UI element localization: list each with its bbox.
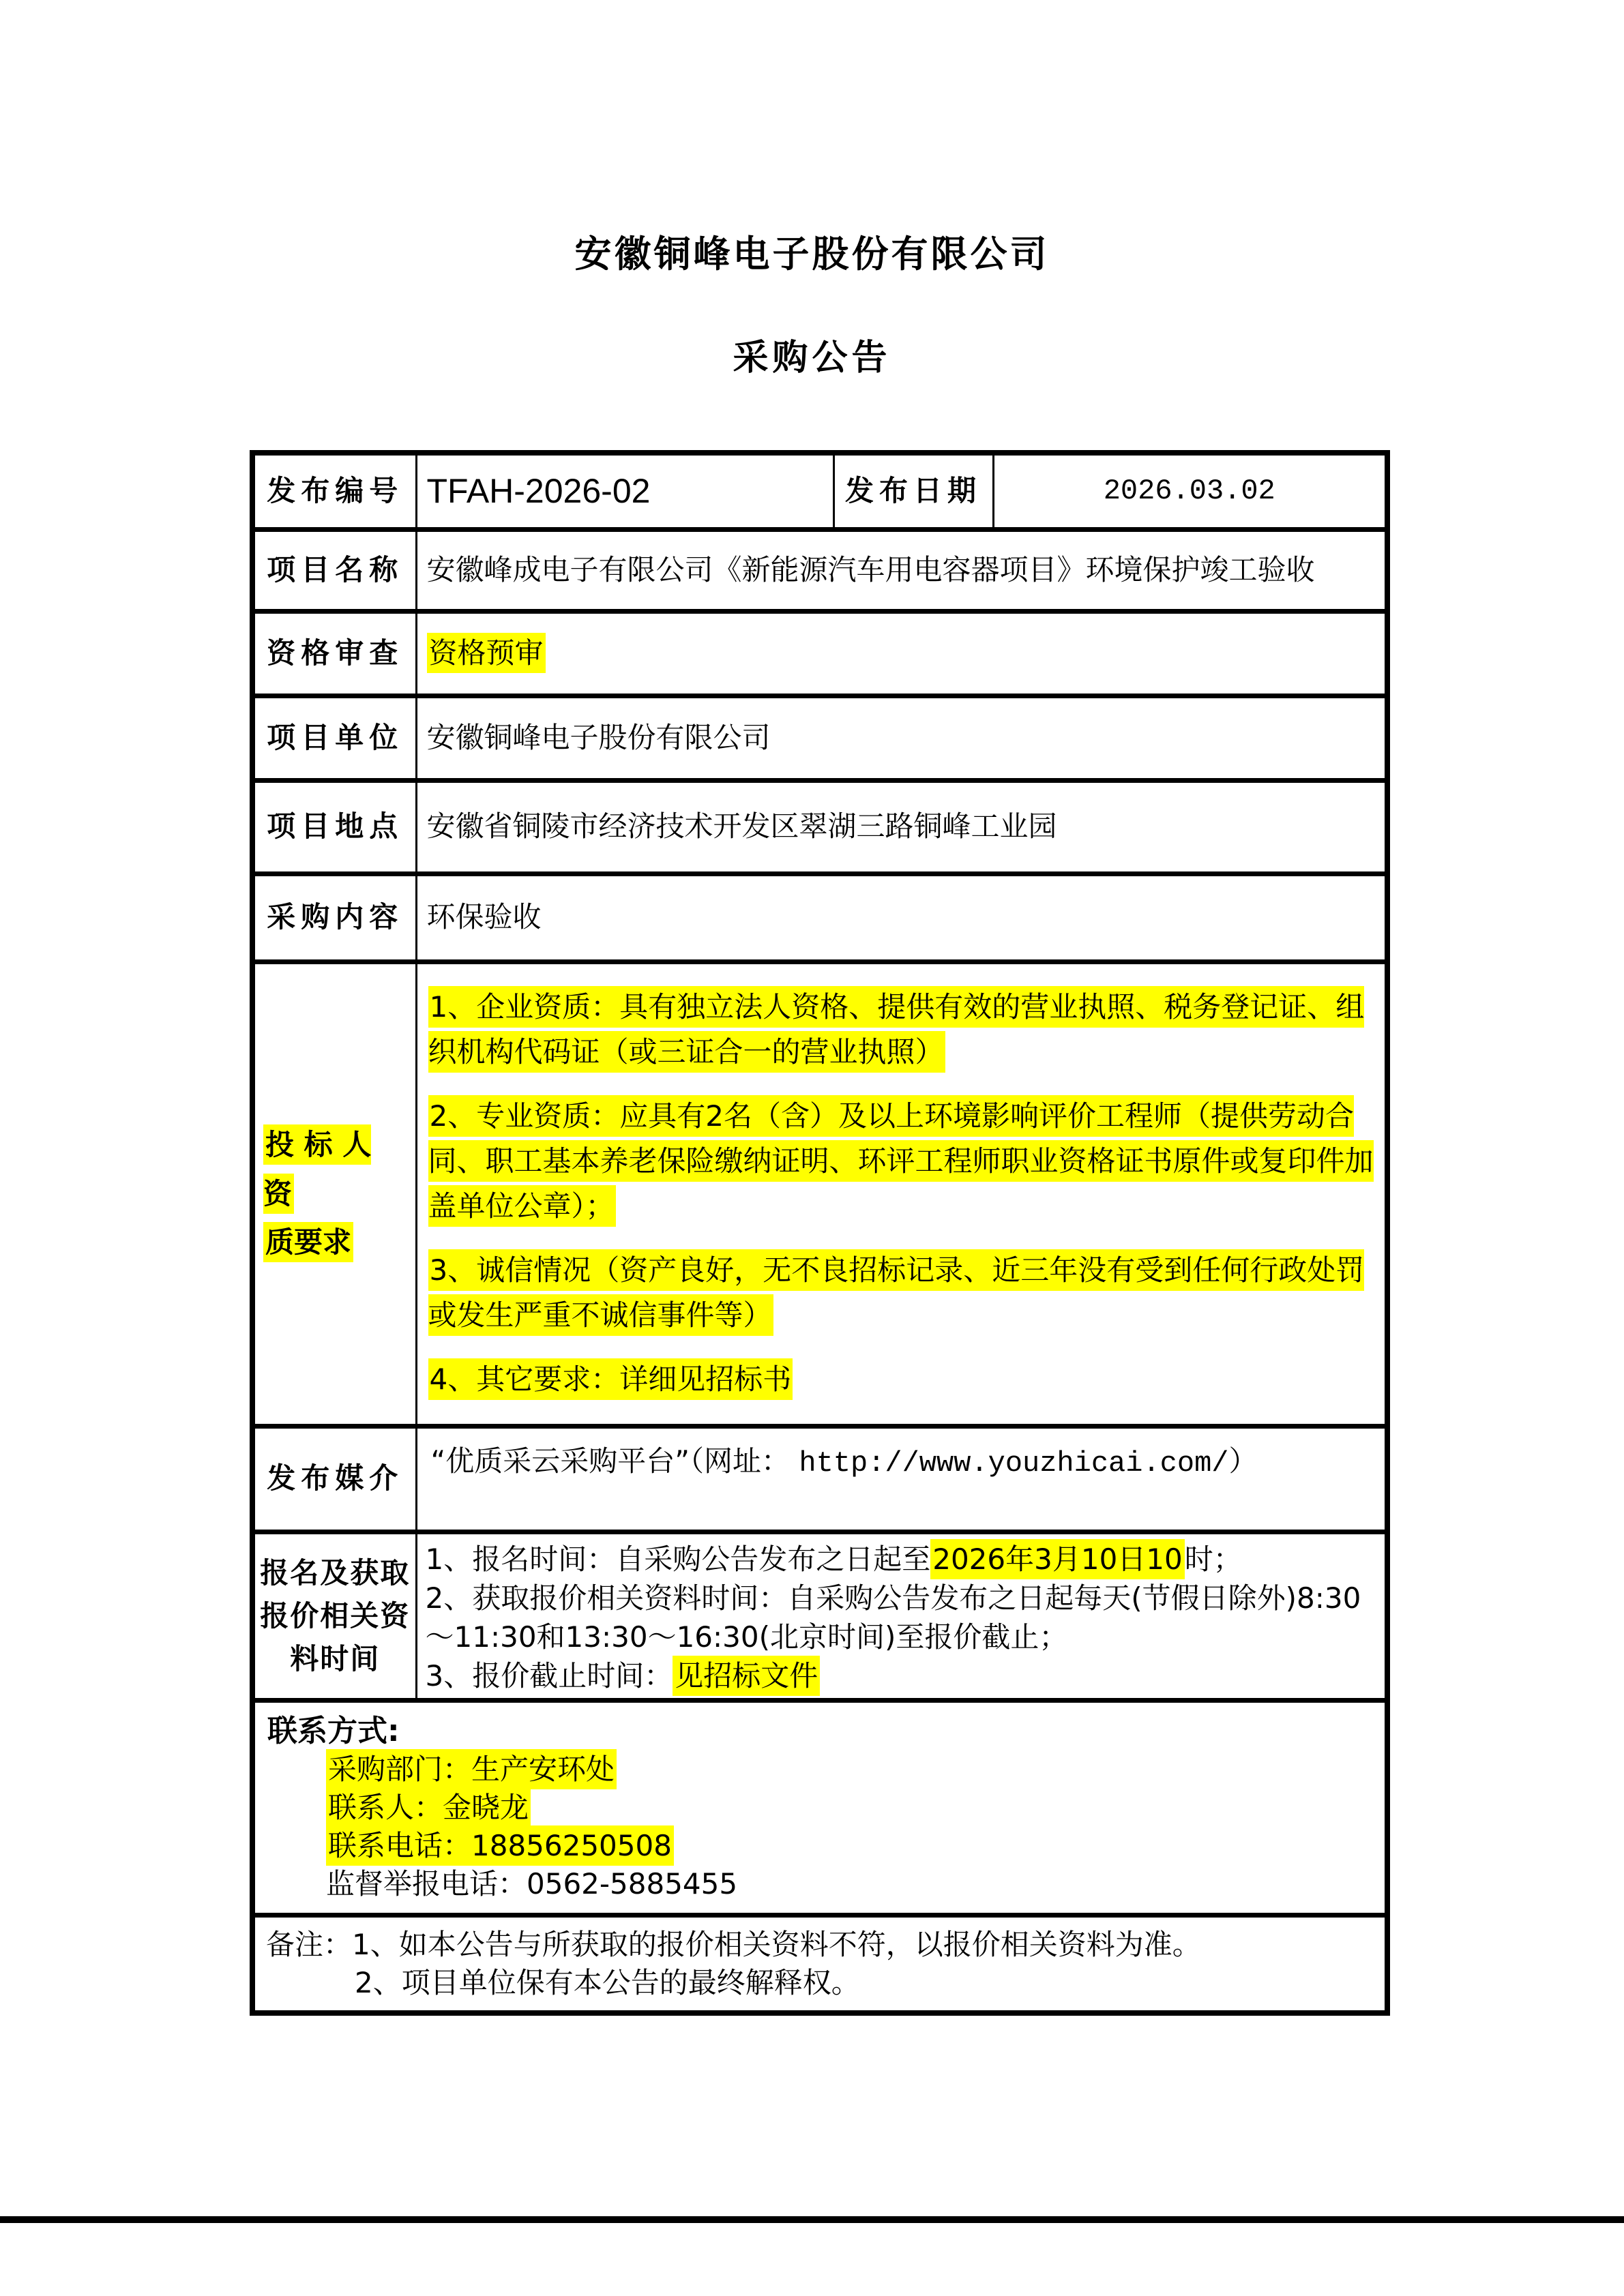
- publish-media-label: 发布媒介: [252, 1426, 416, 1532]
- publish-number-value: TFAH-2026-02: [416, 453, 833, 529]
- publish-date-value: 2026.03.02: [993, 453, 1387, 529]
- page-bottom-rule: [0, 2216, 1624, 2223]
- contact-supervision-phone: 监督举报电话：0562-5885455: [326, 1866, 738, 1900]
- row-publish: [252, 453, 1387, 529]
- row-project-unit: [252, 696, 1387, 780]
- project-name-label: 项目名称: [252, 529, 416, 611]
- publish-media-suffix: ）: [1228, 1444, 1258, 1478]
- schedule-deadline-highlight: 2026年3月10日10: [930, 1539, 1185, 1579]
- bidder-qualification-label-line1: 投 标 人 资: [263, 1124, 371, 1213]
- publish-media-text: “优质采云采购平台”（网址：: [430, 1444, 799, 1478]
- row-remarks: [252, 1915, 1387, 2013]
- project-location-value: 安徽省铜陵市经济技术开发区翠湖三路铜峰工业园: [416, 780, 1387, 874]
- qualification-item-1: 1、企业资质：具有独立法人资格、提供有效的营业执照、税务登记证、组织机构代码证（或三证合一的营业执照）: [428, 985, 1378, 1075]
- row-bidder-qualification: [252, 961, 1387, 1426]
- row-qualification-review: [252, 611, 1387, 696]
- publish-date-label: 发布日期: [833, 453, 993, 529]
- schedule-item-1: 1、报名时间：自采购公告发布之日起至2026年3月10日10时；: [426, 1540, 1378, 1579]
- remarks-section: [252, 1915, 1387, 2013]
- schedule-label: 报名及获取 报价相关资 料时间: [252, 1532, 416, 1700]
- qualification-review-value: [416, 611, 1387, 696]
- schedule-item-3: 3、报价截止时间：见招标文件: [426, 1656, 1378, 1695]
- bidder-qualification-label: [252, 961, 416, 1426]
- qualification-item-4: 4、其它要求：详细见招标书: [428, 1357, 1378, 1402]
- publish-number-label: 发布编号: [252, 453, 416, 529]
- project-unit-label: 项目单位: [252, 696, 416, 780]
- contact-heading: 联系方式:: [267, 1713, 400, 1748]
- project-name-value: 安徽峰成电子有限公司《新能源汽车用电容器项目》环境保护竣工验收: [416, 529, 1387, 611]
- remarks-line-1: 备注：1、如本公告与所获取的报价相关资料不符，以报价相关资料为准。: [266, 1927, 1201, 1961]
- row-schedule: [252, 1532, 1387, 1700]
- row-project-location: [252, 780, 1387, 874]
- qualification-review-label: 资格审查: [252, 611, 416, 696]
- schedule-item-2: 2、获取报价相关资料时间：自采购公告发布之日起每天(节假日除外)8:30～11:30和13:30～16:30(北京时间)至报价截止；: [425, 1581, 1361, 1654]
- remarks-prefix: 备注：: [266, 1927, 353, 1961]
- contact-person: 联系人：金晓龙: [326, 1789, 1372, 1827]
- bidder-qualification-content: [416, 961, 1387, 1426]
- bidder-qualification-label-line2: 质要求: [263, 1222, 353, 1262]
- remarks-line-2: 2、项目单位保有本公告的最终解释权。: [355, 1965, 860, 1999]
- project-unit-value: 安徽铜峰电子股份有限公司: [416, 696, 1387, 780]
- row-contact: [252, 1700, 1387, 1915]
- project-location-label: 项目地点: [252, 780, 416, 874]
- qualification-item-3: 3、诚信情况（资产良好，无不良招标记录、近三年没有受到任何行政处罚或发生严重不诚信事件等）: [428, 1248, 1378, 1338]
- publish-media-value: [416, 1426, 1387, 1532]
- announcement-table: [250, 450, 1390, 2016]
- contact-section: [252, 1700, 1387, 1915]
- row-project-name: [252, 529, 1387, 611]
- contact-department: 采购部门：生产安环处: [326, 1750, 1372, 1789]
- qualification-item-2: 2、专业资质：应具有2名（含）及以上环境影响评价工程师（提供劳动合同、职工基本养老保险缴纳证明、环评工程师职业资格证书原件或复印件加盖单位公章）；: [428, 1094, 1378, 1229]
- contact-phone: 联系电话：18856250508: [326, 1827, 1372, 1865]
- row-procurement-content: [252, 874, 1387, 961]
- qualification-review-highlight: 资格预审: [427, 633, 546, 673]
- schedule-doc-highlight: 见招标文件: [673, 1656, 820, 1696]
- procurement-content-value: 环保验收: [416, 874, 1387, 961]
- doc-subtitle: 采购公告: [733, 338, 891, 378]
- page-title: 安徽铜峰电子股份有限公司: [574, 233, 1050, 275]
- publish-media-url: http://www.youzhicai.com/: [799, 1446, 1229, 1480]
- schedule-content: [416, 1532, 1387, 1700]
- row-publish-media: [252, 1426, 1387, 1532]
- procurement-content-label: 采购内容: [252, 874, 416, 961]
